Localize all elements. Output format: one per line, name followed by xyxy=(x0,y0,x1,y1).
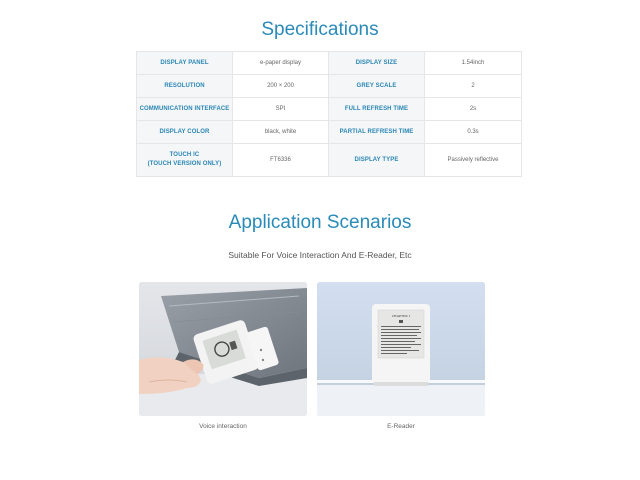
spec-label xyxy=(137,144,233,177)
spec-row xyxy=(137,52,522,75)
spec-row xyxy=(137,75,522,98)
spec-label: FULL REFRESH TIME xyxy=(329,98,425,121)
spec-label: DISPLAY COLOR xyxy=(137,121,233,144)
spec-label-note: (TOUCH VERSION ONLY) xyxy=(147,161,222,167)
spec-value: FT6336 xyxy=(233,144,329,177)
spec-label: GREY SCALE xyxy=(329,75,425,98)
application-title: Application Scenarios xyxy=(228,212,412,233)
e-reader-caption: E-Reader xyxy=(387,423,415,430)
device-body xyxy=(372,304,430,386)
spec-label: DISPLAY TYPE xyxy=(329,144,425,177)
spec-value: SPI xyxy=(233,98,329,121)
specifications-title: Specifications xyxy=(261,19,379,40)
application-subtitle: Suitable For Voice Interaction And E-Reader, Etc xyxy=(228,250,412,260)
spec-row xyxy=(137,98,522,121)
spec-label-line: TOUCH IC xyxy=(169,152,200,158)
spec-value: 0.3s xyxy=(425,121,522,144)
spec-row xyxy=(137,121,522,144)
spec-label: RESOLUTION xyxy=(137,75,233,98)
e-reader-screen-heading: CHAPTER 1 xyxy=(391,314,411,318)
spec-label: PARTIAL REFRESH TIME xyxy=(329,121,425,144)
spec-value: e-paper display xyxy=(233,52,329,75)
spec-value: black, white xyxy=(233,121,329,144)
e-reader-illustration xyxy=(317,282,485,416)
voice-interaction-illustration xyxy=(139,282,307,416)
spec-label: DISPLAY SIZE xyxy=(329,52,425,75)
voice-interaction-caption: Voice interaction xyxy=(199,423,247,430)
spec-value: 200 × 200 xyxy=(233,75,329,98)
spec-value: Passively reflective xyxy=(425,144,522,177)
voice-interaction-photo xyxy=(139,282,307,416)
specifications-table xyxy=(136,51,522,177)
spec-label: DISPLAY PANEL xyxy=(137,52,233,75)
spec-row xyxy=(137,144,522,177)
spec-value: 1.54inch xyxy=(425,52,522,75)
spec-value: 2s xyxy=(425,98,522,121)
e-reader-photo xyxy=(317,282,485,416)
spec-value: 2 xyxy=(425,75,522,98)
spec-label: COMMUNICATION INTERFACE xyxy=(137,98,233,121)
